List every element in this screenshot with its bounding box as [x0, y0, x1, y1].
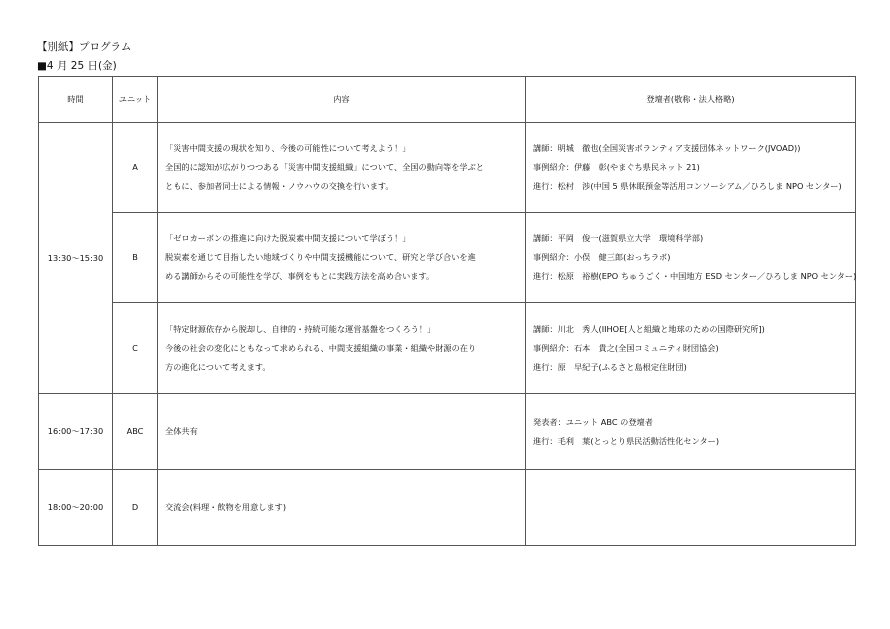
table-row-share [39, 394, 856, 470]
speakers-cell [526, 394, 856, 470]
session-title: 「ゼロカーボンの推進に向けた脱炭素中間支援について学ぼう！」 [165, 233, 411, 243]
speakers-cell [526, 470, 856, 546]
speaker-case-study: 事例紹介：小俣 健三郎(おっちラボ) [533, 252, 671, 262]
column-header-unit: ユニット [113, 77, 158, 123]
speaker-case-study: 事例紹介：伊藤 彰(やまぐち県民ネット 21) [533, 162, 700, 172]
page-heading: 【別紙】プログラム [37, 41, 132, 53]
table-row-unit-b [39, 213, 856, 303]
speaker-presenter: 発表者：ユニット ABC の登壇者 [533, 416, 653, 427]
table-row-unit-a [39, 123, 856, 213]
speakers-cell [526, 303, 856, 394]
speaker-lecturer: 講師：平岡 俊一(滋賀県立大学 環境科学部) [533, 233, 704, 243]
session-title: 「特定財源依存から脱却し、自律的・持続可能な運営基盤をつくろう！」 [165, 323, 436, 334]
speaker-lecturer: 講師：明城 徹也(全国災害ボランティア支援団体ネットワーク(JVOAD)) [533, 143, 801, 153]
speaker-case-study: 事例紹介：石本 貴之(全国コミュニティ財団協会) [533, 342, 719, 353]
speakers-cell [526, 123, 856, 213]
unit-cell: C [113, 303, 158, 394]
column-header-content: 内容 [158, 77, 526, 123]
session-title: 全体共有 [165, 426, 198, 436]
content-cell [158, 394, 526, 470]
session-title: 交流会(料理・飲物を用意します) [165, 502, 287, 512]
program-table [38, 76, 856, 546]
unit-cell: B [113, 213, 158, 303]
session-description: 全国的に認知が広がりつつある「災害中間支援組織」について、全国の動向等を学ぶと [165, 162, 484, 172]
speaker-lecturer: 講師：川北 秀人(IIHOE[人と組織と地球のための国際研究所]) [533, 323, 765, 334]
table-header-row [39, 77, 856, 123]
column-header-time: 時間 [39, 77, 113, 123]
table-row-social [39, 470, 856, 546]
session-description: 脱炭素を通じて目指したい地域づくりや中間支援機能について、研究と学び合いを進 [165, 252, 476, 262]
unit-cell: A [113, 123, 158, 213]
content-cell [158, 213, 526, 303]
unit-cell: ABC [113, 394, 158, 470]
content-cell [158, 123, 526, 213]
time-cell-abc: 13:30～15:30 [39, 123, 113, 394]
session-title: 「災害中間支援の現状を知り、今後の可能性について考えよう！」 [165, 143, 411, 153]
session-description: ともに、参加者同士による情報・ノウハウの交換を行います。 [165, 181, 394, 191]
time-cell: 18:00～20:00 [39, 470, 113, 546]
session-description: 今後の社会の変化にともなって求められる、中間支援組織の事業・組織や財源の在り [165, 342, 477, 353]
speaker-moderator: 進行：松村 渉(中国 5 県休眠預金等活用コンソーシアム／ひろしま NPO センター) [533, 181, 842, 191]
speaker-moderator: 進行：松原 裕樹(EPO ちゅうごく・中国地方 ESD センター／ひろしま NPO センター) [533, 271, 857, 281]
table-row-unit-c [39, 303, 856, 394]
speaker-moderator: 進行：毛利 葉(とっとり県民活動活性化センター) [533, 435, 720, 446]
unit-cell: D [113, 470, 158, 546]
content-cell [158, 470, 526, 546]
time-cell: 16:00～17:30 [39, 394, 113, 470]
content-cell [158, 303, 526, 394]
speaker-moderator: 進行：原 早紀子(ふるさと島根定住財団) [533, 361, 687, 372]
event-date: ■4 月 25 日(金) [37, 60, 117, 72]
session-description: める講師からその可能性を学び、事例をもとに実践方法を高め合います。 [165, 271, 435, 281]
session-description: 方の進化について考えます。 [165, 361, 271, 372]
speakers-cell [526, 213, 856, 303]
column-header-speakers: 登壇者(敬称・法人格略) [526, 77, 856, 123]
